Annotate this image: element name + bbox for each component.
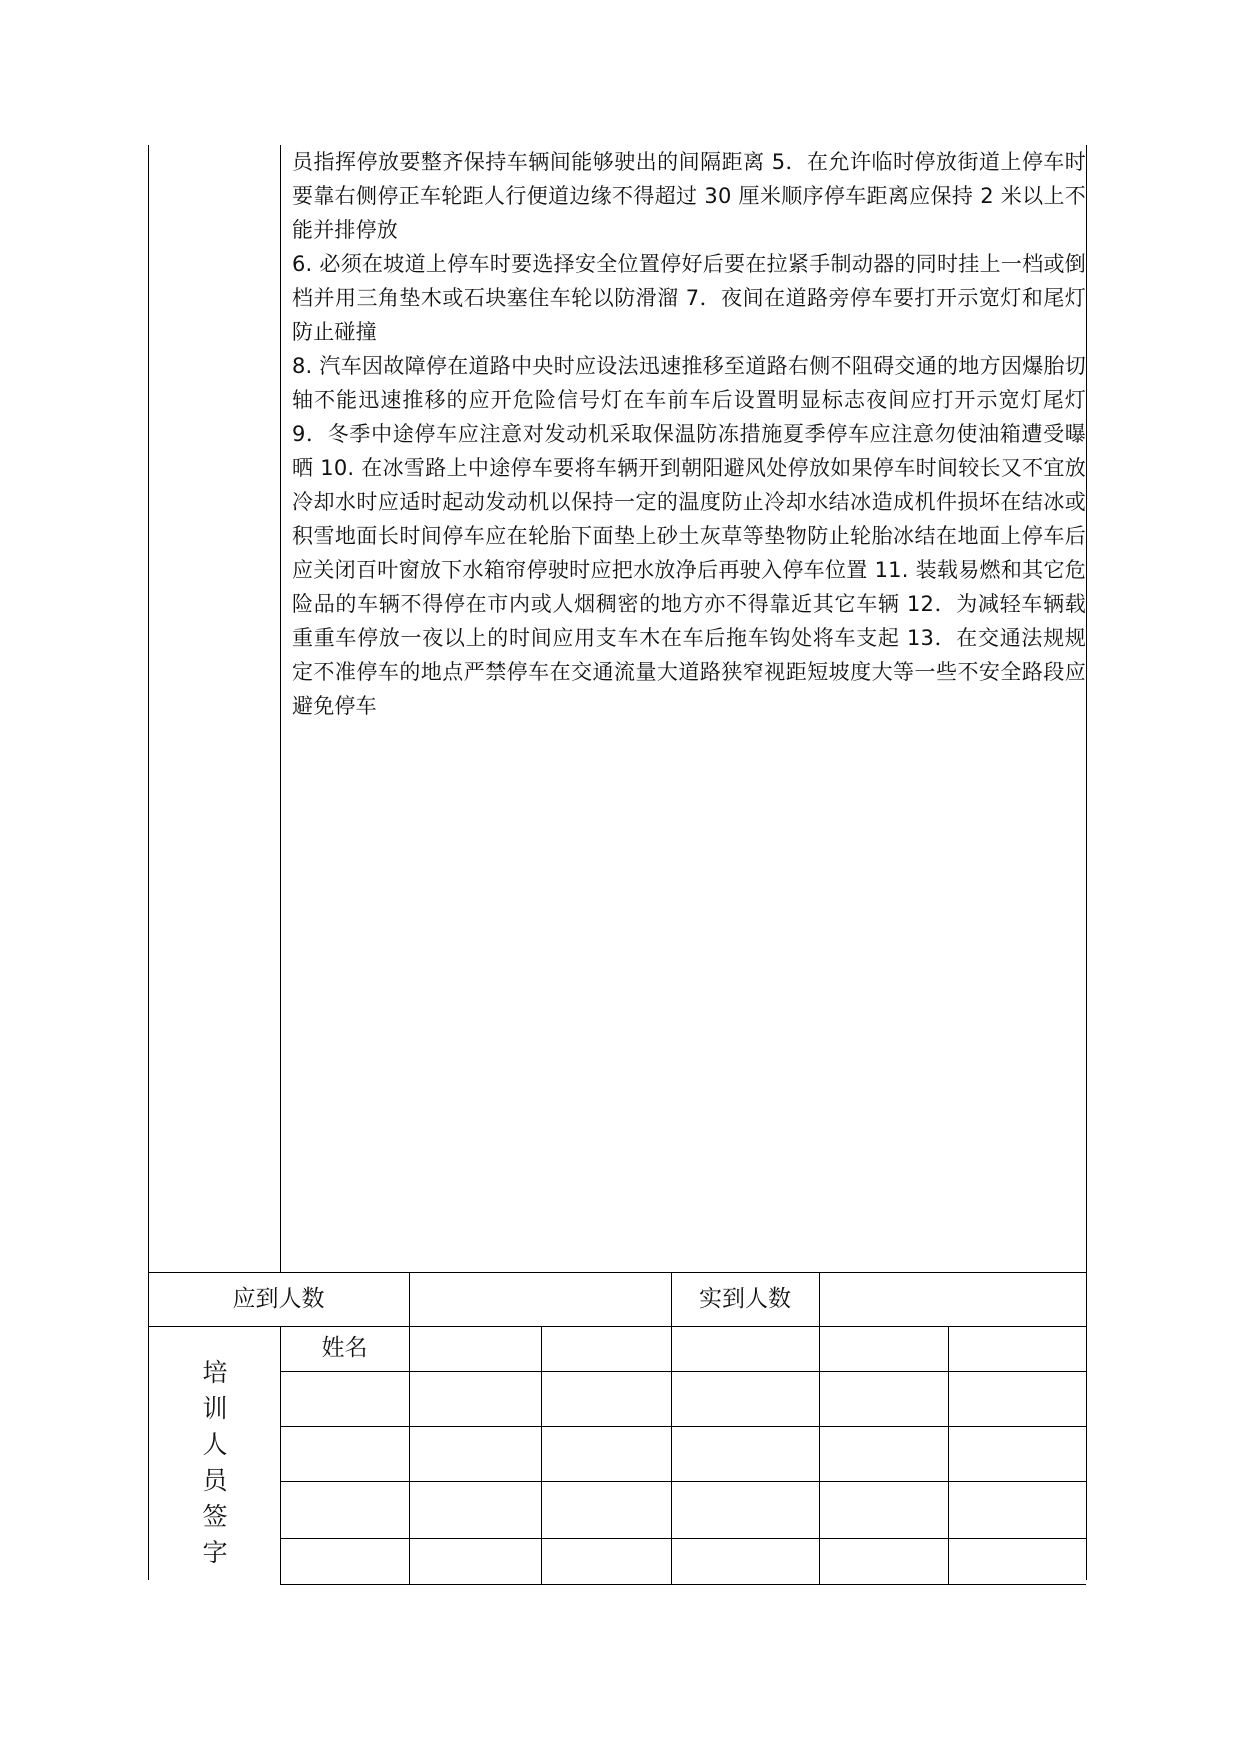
signature-cell[interactable]	[949, 1327, 1085, 1370]
signature-row-line-2	[280, 1426, 1086, 1427]
signature-cell[interactable]	[410, 1327, 540, 1370]
label-char: 人	[202, 1430, 228, 1459]
attendance-top-line	[148, 1272, 1086, 1273]
training-content-text	[292, 145, 1086, 723]
label-char: 培	[202, 1358, 228, 1387]
expected-attendance-value[interactable]	[409, 1285, 671, 1313]
content-paragraph: 8. 汽车因故障停在道路中央时应设法迅速推移至道路右侧不阻碍交通的地方因爆胎切轴不能迅速推移的应开危险信号灯在车前车后设置明显标志夜间应打开示宽灯尾灯 9．冬季中途停车应注意对发动机采取保温防冻措施夏季停车应注意勿使油箱遭受曝晒 10. 在冰雪路上中途停车要将车辆开到朝阳避风处停放如果停车时间较长又不宜放冷却水时应适时起动发动机以保持一定的温度防止冷却水结冰造成机件损坏在结冰或积雪地面长时间停车应在轮胎下面垫上砂土灰草等垫物防止轮胎冰结在地面上停车后应关闭百叶窗放下水箱帘停驶时应把水放净后再驶入停车位置 11. 装载易燃和其它危险品的车辆不得停在市内或人烟稠密的地方亦不得靠近其它车辆 12．为减轻车辆载重重车停放一夜以上的时间应用支车木在车后拖车钩处将车支起 13．在交通法规规定不准停车的地点严禁停车在交通流量大道路狭窄视距短坡度大等一些不安全路段应避免停车	[292, 354, 1086, 718]
signature-cell[interactable]	[672, 1327, 818, 1370]
label-char: 签	[202, 1502, 228, 1531]
label-char: 训	[202, 1394, 228, 1423]
signature-row-line-1	[280, 1371, 1086, 1372]
signature-cell[interactable]	[820, 1327, 947, 1370]
label-char: 字	[202, 1538, 228, 1567]
content-paragraph: 6. 必须在坡道上停车时要选择安全位置停好后要在拉紧手制动器的同时挂上一档或倒档并用三角垫木或石块塞住车轮以防滑溜 7．夜间在道路旁停车要打开示宽灯和尾灯防止碰撞	[292, 252, 1086, 344]
expected-attendance-label: 应到人数	[232, 1286, 325, 1312]
signature-row-line-3	[280, 1481, 1086, 1482]
content-left-border-line	[280, 145, 281, 1272]
label-char: 员	[202, 1466, 228, 1495]
training-personnel-signature-label	[190, 1355, 240, 1571]
right-border-line	[1086, 145, 1087, 1580]
signature-cell[interactable]	[542, 1327, 670, 1370]
signature-bottom-line	[280, 1584, 1086, 1585]
content-paragraph: 员指挥停放要整齐保持车辆间能够驶出的间隔距离 5．在允许临时停放街道上停车时要靠右侧停正车轮距人行便道边缘不得超过 30 厘米顺序停车距离应保持 2 米以上不能并排停放	[292, 150, 1086, 242]
signature-row-line-4	[280, 1538, 1086, 1539]
actual-attendance-value[interactable]	[819, 1285, 1086, 1313]
actual-attendance-label: 实到人数	[699, 1286, 791, 1312]
left-border-line	[148, 145, 149, 1580]
signature-label-divider	[280, 1326, 281, 1585]
name-column-header: 姓名	[321, 1335, 368, 1361]
